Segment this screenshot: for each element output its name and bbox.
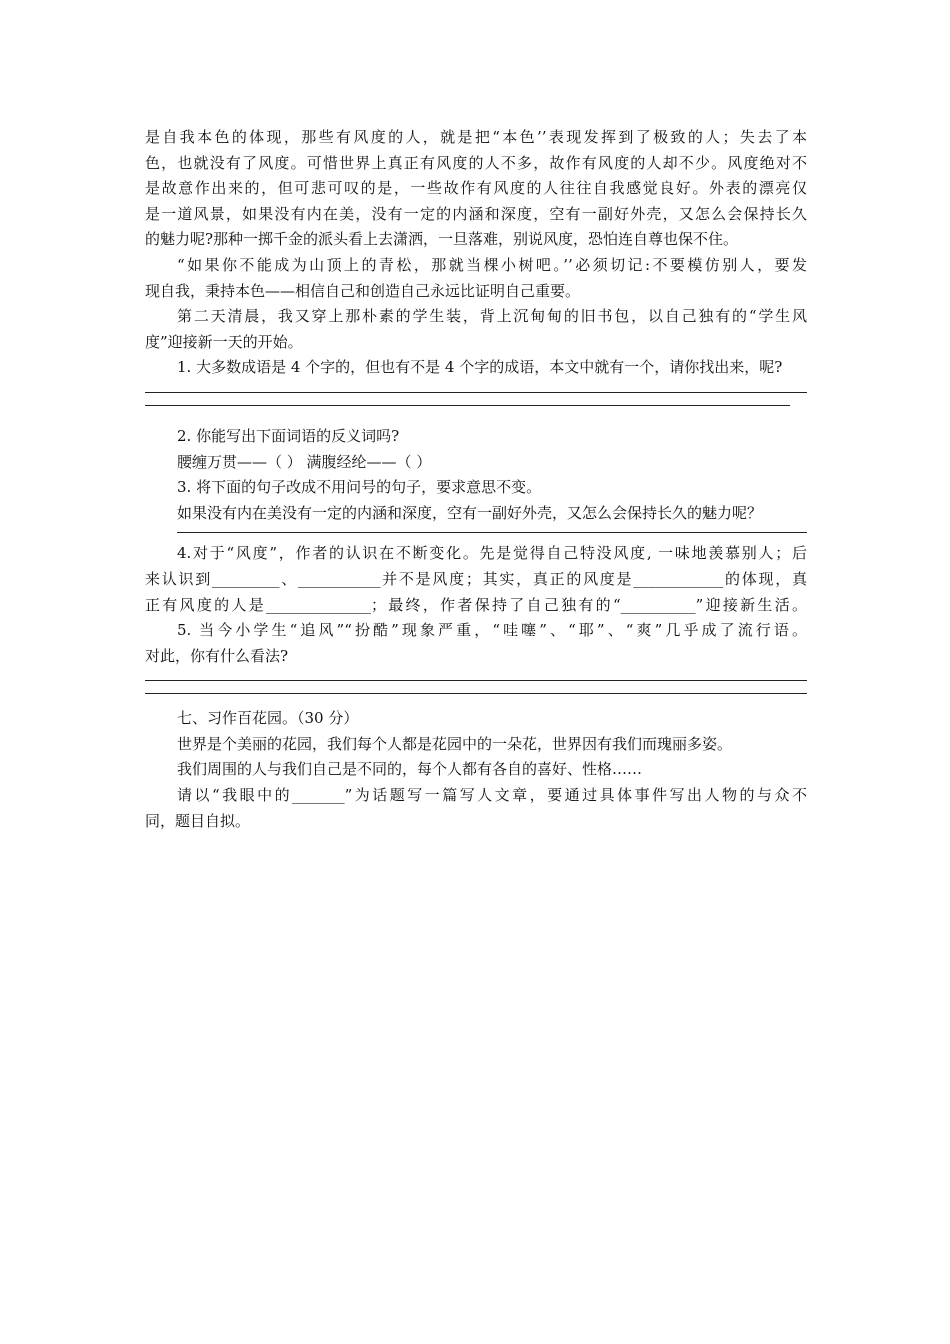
question-2-items: 腰缠万贯——（ ） 满腹经纶——（ ） <box>177 452 432 471</box>
question-2: 2. 你能写出下面词语的反义词吗? <box>177 426 400 445</box>
text-line: “如果你不能成为山顶上的青松，那就当棵小树吧。’’必须切记:不要模仿别人，要发 <box>177 255 807 274</box>
answer-line[interactable] <box>177 532 807 533</box>
text-line: 的魅力呢?那种一掷千金的派头看上去潇洒，一旦落难，别说风度，恐怕连自尊也保不住。 <box>145 230 739 249</box>
question-5 <box>145 618 807 669</box>
question-3: 3. 将下面的句子改成不用问号的句子，要求意思不变。 <box>177 478 542 497</box>
passage-paragraph-2 <box>145 253 807 304</box>
document-page <box>145 125 807 834</box>
answer-line[interactable] <box>145 392 807 393</box>
answer-line[interactable] <box>145 680 807 681</box>
section-7 <box>145 706 807 834</box>
text-line: 是故意作出来的，但可悲可叹的是，一些故作有风度的人往往自我感觉良好。外表的漂亮仅 <box>145 179 807 198</box>
text-line: 世界是个美丽的花园，我们每个人都是花园中的一朵花，世界因有我们而瑰丽多姿。 <box>177 734 733 753</box>
section-title: 七、习作百花园。（30 分） <box>177 709 359 728</box>
answer-line[interactable] <box>145 693 807 694</box>
text-line: 请以“我眼中的_______”为话题写一篇写人文章，要通过具体事件写出人物的与众不 <box>177 786 807 805</box>
text-line: 对此，你有什么看法? <box>145 646 289 665</box>
text-line: 正有风度的人是______________；最终，作者保持了自己独有的“__________”迎接新生活。 <box>145 595 807 614</box>
text-line: 是自我本色的体现，那些有风度的人，就是把“本色’’表现发挥到了极致的人；失去了本 <box>145 128 807 146</box>
text-line: 同，题目自拟。 <box>145 811 251 830</box>
text-line: 我们周围的人与我们自己是不同的，每个人都有各自的喜好、性格…… <box>177 760 643 779</box>
question-4 <box>145 541 807 618</box>
passage-paragraph-3 <box>145 304 807 355</box>
text-line: 度”迎接新一天的开始。 <box>145 332 303 351</box>
text-line: 5. 当今小学生“追风”“扮酷”现象严重，“哇噻”、“耶”、“爽”几乎成了流行语。 <box>177 621 807 640</box>
text-line: 4.对于“风度”，作者的认识在不断变化。先是觉得自己特没风度, 一味地羡慕别人；后 <box>177 544 807 563</box>
text-line: 来认识到_________、___________并不是风度；其实，真正的风度是____________的体现，真 <box>145 569 807 588</box>
passage-paragraph-1 <box>145 125 807 253</box>
answer-line[interactable] <box>145 405 790 406</box>
text-line: 是一道风景，如果没有内在美，没有一定的内涵和深度，空有一副好外壳，又怎么会保持长久 <box>145 204 807 223</box>
question-3-sentence: 如果没有内在美没有一定的内涵和深度，空有一副好外壳，又怎么会保持长久的魅力呢？ <box>177 503 763 522</box>
text-line: 第二天清晨，我又穿上那朴素的学生装，背上沉甸甸的旧书包，以自己独有的“学生风 <box>177 307 807 326</box>
text-line: 现自我，秉持本色——相信自己和创造自己永远比证明自己重要。 <box>145 281 581 300</box>
question-1: 1. 大多数成语是 4 个字的，但也有不是 4 个字的成语，本文中就有一个，请你找出来，呢? <box>177 358 783 377</box>
text-line: 色，也就没有了风度。可惜世界上真正有风度的人不多，故作有风度的人却不少。风度绝对不 <box>145 153 807 172</box>
